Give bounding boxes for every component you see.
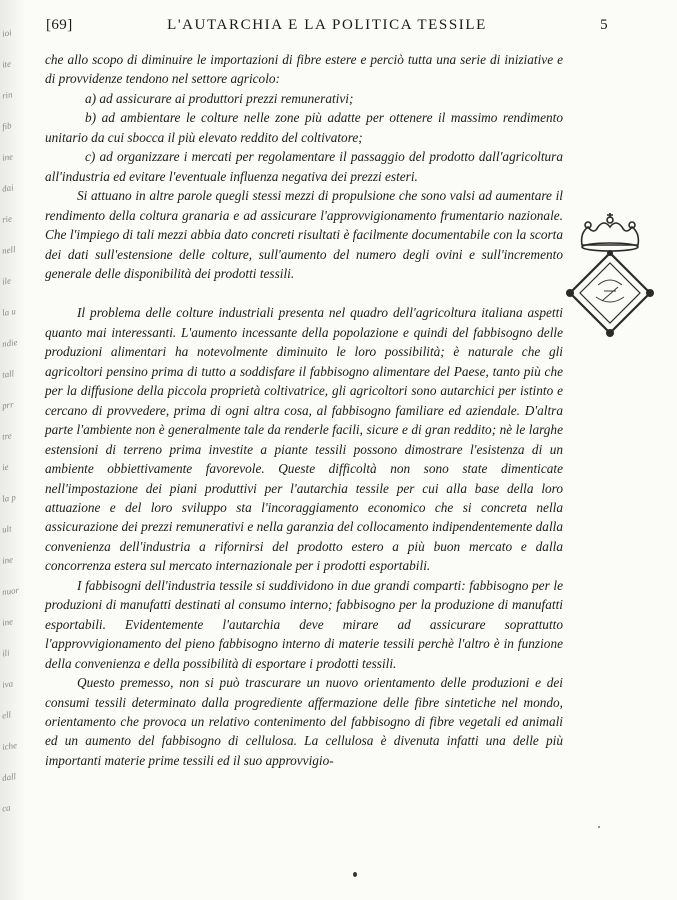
page-reference: [69] (46, 17, 73, 33)
gutter-fragment: la u (1, 306, 17, 318)
gutter-fragment: rin (1, 89, 14, 101)
gutter-fragment: ite (1, 58, 12, 70)
gutter-fragment: fib (1, 120, 13, 132)
paragraph-1: che allo scopo di diminuire le importazioni di fibre estere e perciò tutta una serie di iniziative e di provvidenze tendono nel settore agricolo: (45, 52, 563, 87)
gutter-fragment: ie (1, 461, 10, 473)
gutter-fragment: ile (1, 275, 12, 287)
gutter-fragment: tre (1, 430, 13, 442)
page-header (46, 17, 608, 37)
gutter-fragment: ine (1, 151, 14, 163)
page-number: 5 (600, 17, 608, 33)
gutter-fragment: ine (1, 554, 14, 566)
list-item-a: a) ad assicurare ai produttori prezzi remunerativi; (85, 90, 354, 106)
ink-speck (353, 872, 357, 877)
gutter-fragment: nell (1, 244, 17, 256)
gutter-fragment: ell (1, 709, 12, 721)
gutter-fragment: prr (1, 399, 15, 411)
gutter-fragment: dall (1, 771, 17, 783)
gutter-fragment: rie (1, 213, 13, 225)
paragraph-2: Si attuano in altre parole quegli stessi mezzi di propulsione che sono valsi ad aumentare il rendimento della coltura granaria e ad assicurare l'approvvigionamento frumentario nazionale. Che l'impiego di tali mezzi abbia dato concreti risultati è facilmente documentabile con la scorta dei dati sull'estensione delle colture, sull'aumento del numero degli ovini e sull'incremento generale delle disponibilità dei prodotti tessili. (45, 188, 563, 281)
paragraph-4: I fabbisogni dell'industria tessile si suddividono in due grandi comparti: fabbisogno per le produzioni di manufatti destinati al consumo interno; fabbisogno per la produzione di manufatti esportabili. Evidentemente l'autarchia deve mirare ad assicurare soprattutto l'approvvigionamento del pieno fabbisogno interno di materie tessili perchè l'altro è in funzione della convenienza e della possibilità di esportare i prodotti tessili. (45, 577, 563, 671)
left-gutter-bleed (0, 0, 26, 900)
list-item-b: b) ad ambientare le colture nelle zone più adatte per ottenere il massimo rendimento unitario da cui sbocca il più elevato reddito del coltivatore; (45, 110, 563, 145)
running-title: L'AUTARCHIA E LA POLITICA TESSILE (167, 17, 487, 33)
gutter-fragment: tall (1, 368, 15, 380)
gutter-fragment: nuor (1, 584, 20, 598)
ink-speck (598, 826, 600, 828)
gutter-fragment: ndie (1, 336, 19, 350)
paragraph-3: Il problema delle colture industriali presenta nel quadro dell'agricoltura italiana aspetti quanto mai interessanti. L'aumento incessante della popolazione e quindi del fabbisogno delle produzioni alimentari ha notevolmente diminuito le loro possibilità; è naturale che gli agricoltori pensino prima di tutto a soddisfare il fabbisogno alimentare del Paese, tanto più che per la diffusione della piccola proprietà coltivatrice, gli agricoltori sono autarchici per istinto e cercano di provvedere, prima di ogni altra cosa, al fabbisogno familiare ed aziendale. D'altra parte l'ambiente non è generalmente tale da renderle facili, sicure e di gran reddito; nè le larghe estensioni di terreno prima investite a piante tessili possono dimostrare l'esistenza di un ambiente obbiettivamente favorevole. Queste difficoltà non sono state dimenticate nell'impostazione dei piani produttivi per l'autarchia tessile per cui alla base della loro attuazione e del loro sviluppo sta l'incoraggiamento economico che si concreta nella assicurazione dei prezzi remunerativi e nella garanzia del collocamento indipendentemente dalla convenienza dell'industria a rifornirsi del prodotto estero a più buon mercato e dalla concorrenza estera sul mercato internazionale per i prodotti esportabili. (45, 305, 563, 574)
gutter-fragment: iche (1, 740, 18, 752)
gutter-fragment: ine (1, 616, 14, 628)
gutter-fragment: dai (1, 182, 15, 194)
gutter-fragment: iva (1, 678, 14, 690)
list-item-c: c) ad organizzare i mercati per regolamentare il passaggio del prodotto dall'agricoltura all'industria ed evitare l'eventuale influenza negativa dei prezzi esteri. (45, 149, 563, 184)
gutter-fragment: la p (1, 492, 17, 504)
library-stamp-icon (560, 205, 660, 355)
gutter-fragment: ili (1, 647, 11, 659)
gutter-fragment: ca (1, 802, 12, 814)
gutter-fragment: ioi (1, 27, 13, 39)
body-text (45, 50, 563, 770)
paragraph-5: Questo premesso, non si può trascurare un nuovo orientamento delle produzioni e dei consumi tessili determinato dalla progrediente affermazione delle fibre sintetiche nel mondo, orientamento che provoca un relativo contenimento del fabbisogno di fibre vegetali ed animali ed un aumento del fabbisogno di cellulosa. La cellulosa è divenuta infatti una delle più importanti materie prime tessili ed il suo approvvigio- (45, 675, 563, 768)
gutter-fragment: ult (1, 523, 13, 535)
